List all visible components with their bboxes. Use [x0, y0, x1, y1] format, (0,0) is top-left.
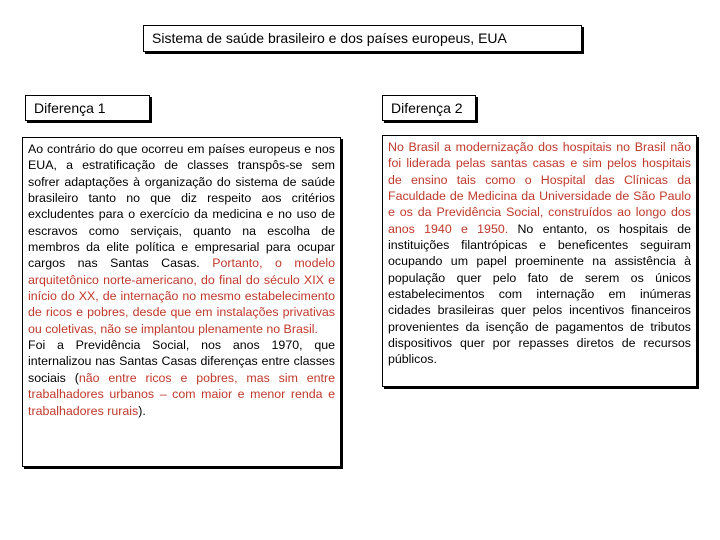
page-title: Sistema de saúde brasileiro e dos países europeus, EUA [152, 30, 507, 46]
difference-2-text-box [382, 135, 697, 387]
difference-1-paragraph-2-end: ). [138, 403, 146, 418]
difference-1-heading: Diferença 1 [34, 100, 106, 116]
difference-1-paragraph-1-text: Ao contrário do que ocorreu em países europeus e nos EUA, a estratificação de classes transpôs-se sem sofrer adaptações à organização do sistema de saúde brasileiro tanto no que diz respeito aos critérios excludentes para o exercício da medicina e no uso de escravos como serviçais, quanto na escolha de membros da elite política e empresarial para ocupar cargos nas Santas Casas. [28, 142, 335, 271]
difference-1-paragraph-2-text: Foi a Previdência Social, nos anos 1970, que internalizou nas Santas Casas diferenças entre classes sociais ( [28, 338, 335, 385]
difference-1-paragraph-1 [28, 141, 335, 337]
difference-2-paragraph [388, 139, 691, 368]
difference-1-heading-box [25, 95, 150, 121]
difference-2-text-continued: No entanto, os hospitais de instituições filantrópicas e beneficentes seguiram ocupando um papel proeminente na assistência à população quer pelo fato de serem os únicos estabelecimentos com internação em inúmeras cidades brasileiras quer pelos incentivos financeiros provenientes da isenção de pagamentos de tributos dispositivos quer por repasses diretos de recursos públicos. [388, 221, 691, 367]
difference-1-paragraph-2 [28, 337, 335, 419]
difference-2-text: No Brasil a modernização dos hospitais no Brasil não foi liderada pelas santas casas e sim pelos hospitais de ensino tais como o Hospital das Clínicas da Faculdade de Medicina da Universidade de São Paulo e os da Previdência Social, construídos ao longo dos anos 1940 e 1950. [388, 140, 691, 236]
difference-1-paragraph-2-highlight: não entre ricos e pobres, mas sim entre trabalhadores urbanos – com maior e menor renda e trabalhadores rurais [28, 370, 336, 418]
difference-2-heading: Diferença 2 [391, 100, 463, 116]
difference-2-heading-box [382, 95, 476, 121]
difference-1-text-box [22, 137, 341, 467]
title-box [143, 25, 582, 52]
difference-1-paragraph-1-highlight: Portanto, o modelo arquitetônico norte-americano, do final do século XIX e início do XX, de internação no mesmo estabelecimento de ricos e pobres, desde que em instalações privativas ou coletivas, não se implantou plenamente no Brasil. [28, 256, 335, 336]
